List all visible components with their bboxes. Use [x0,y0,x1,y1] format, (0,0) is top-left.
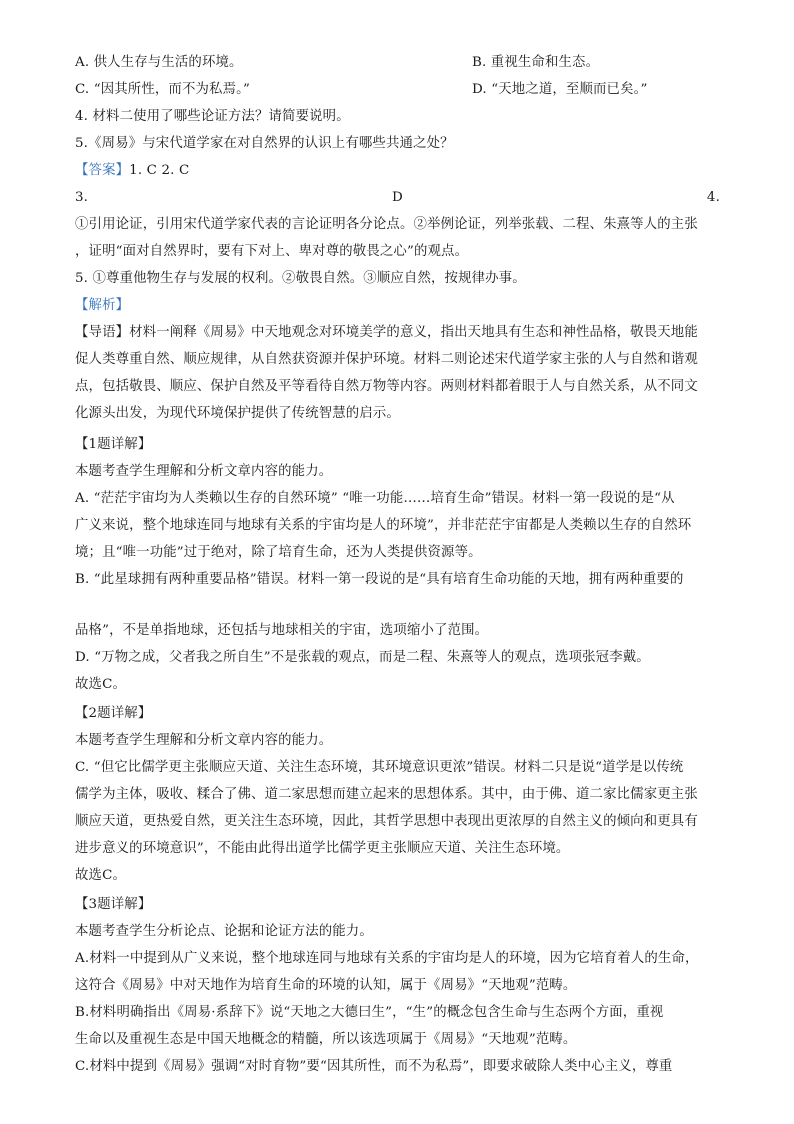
answer-4-line-1: ①引用论证，引用宋代道学家代表的言论证明各分论点。②举例论证，列举张载、二程、朱熹等人的主张 [75,217,698,232]
option-c: C. “因其所性，而不为私焉。” [75,82,250,97]
guide-line: 点，包括敬畏、顺应、保护自然及平等看待自然万物等内容。两则材料都着眼于人与自然关系，从不同文 [75,379,698,394]
option-b: B. 重视生命和生态。 [472,55,600,70]
detail-1-intro: 本题考查学生理解和分析文章内容的能力。 [75,464,333,479]
answer-row-3-4 [75,189,720,207]
option-row-cd [75,81,720,99]
answer-4-line-2: ，证明“面对自然界时，要有下对上、卑对尊的敬畏之心”的观点。 [75,244,469,259]
answer-3-label: 3. [75,190,89,205]
question-4: 4. 材料二使用了哪些论证方法？请简要说明。 [75,109,350,124]
guide-line: 促人类尊重自然、顺应规律，从自然获资源并保护环境。材料二则论述宋代道学家主张的人与自然和谐观 [75,352,698,367]
detail-2-choice: 故选C。 [75,868,127,883]
detail-2-c-line: 儒学为主体，吸收、糅合了佛、道二家思想而建立起来的思想体系。其中，由于佛、道二家比儒家更主张 [75,787,698,802]
detail-3-a-line: A.材料一中提到从广义来说，整个地球连同与地球有关系的宇宙均是人的环境，因为它培育着人的生命， [75,951,699,966]
detail-3-intro: 本题考查学生分析论点、论据和论证方法的能力。 [75,924,373,939]
answer-tag: 【答案】 [75,163,130,178]
answer-line [75,162,720,180]
detail-2-intro: 本题考查学生理解和分析文章内容的能力。 [75,733,333,748]
option-d: D. “天地之道，至顺而已矣。” [472,82,648,97]
detail-2-c-line: C. “但它比儒学更主张顺应天道、关注生态环境，其环境意识更浓”错误。材料二只是说“道学是以传统 [75,760,684,775]
answer-5: 5. ①尊重他物生存与发展的权利。②敬畏自然。③顺应自然，按规律办事。 [75,271,526,286]
guide-line: 【导语】材料一阐释《周易》中天地观念对环境美学的意义，指出天地具有生态和神性品格，敬畏天地能 [75,325,698,340]
detail-1-b-line: B. “此星球拥有两种重要品格”错误。材料一第一段说的是“具有培育生命功能的天地，拥有两种重要的 [75,572,684,587]
detail-1-choice: 故选C。 [75,677,127,692]
analysis-tag: 【解析】 [75,298,130,313]
option-row-ab [75,54,720,72]
detail-1-a-line: A. “茫茫宇宙均为人类赖以生存的自然环境” “唯一功能……培育生命”错误。材料一第一段说的是“从 [75,491,675,506]
answer-4-label: 4. [706,190,720,205]
guide-line: 化源头出发，为现代环境保护提供了传统智慧的启示。 [75,406,400,421]
detail-2-c-line: 进步意义的环境意识”，不能由此得出道学比儒学更主张顺应天道、关注生态环境。 [75,841,570,856]
detail-3-b-line: 生命以及重视生态是中国天地概念的精髓，所以该选项属于《周易》“天地观”范畴。 [75,1032,577,1047]
detail-1-b-line: 品格”，不是单指地球，还包括与地球相关的宇宙，选项缩小了范围。 [75,623,489,638]
question-5: 5.《周易》与宋代道学家在对自然界的认识上有哪些共通之处？ [75,136,454,151]
detail-3-heading: 【3题详解】 [75,897,152,912]
answer-3-value: D [392,190,403,205]
detail-3-b-line: B.材料明确指出《周易·系辞下》说“天地之大德曰生”，“生”的概念包含生命与生态两个方面，重视 [75,1005,664,1020]
detail-3-c-line: C.材料中提到《周易》强调“对时育物”要“因其所性，而不为私焉”，即要求破除人类中心主义，尊重 [75,1059,673,1074]
detail-1-d: D. “万物之成，父者我之所自生”不是张载的观点，而是二程、朱熹等人的观点，选项张冠李戴。 [75,650,650,665]
detail-1-a-line: 境；且“唯一功能”过于绝对，除了培育生命，还为人类提供资源等。 [75,545,482,560]
answer-1-2: 1. C 2. C [129,163,190,178]
detail-1-a-line: 广义来说，整个地球连同与地球有关系的宇宙均是人的环境”，并非茫茫宇宙都是人类赖以生存的自然环 [75,518,692,533]
detail-3-a-line: 这符合《周易》中对天地作为培育生命的环境的认知，属于《周易》“天地观”范畴。 [75,978,577,993]
detail-2-c-line: 顺应天道，更热爱自然，更关注生态环境，因此，其哲学思想中表现出更浓厚的自然主义的倾向和更具有 [75,814,698,829]
detail-1-heading: 【1题详解】 [75,437,152,452]
detail-2-heading: 【2题详解】 [75,706,152,721]
option-a: A. 供人生存与生活的环境。 [75,55,243,70]
